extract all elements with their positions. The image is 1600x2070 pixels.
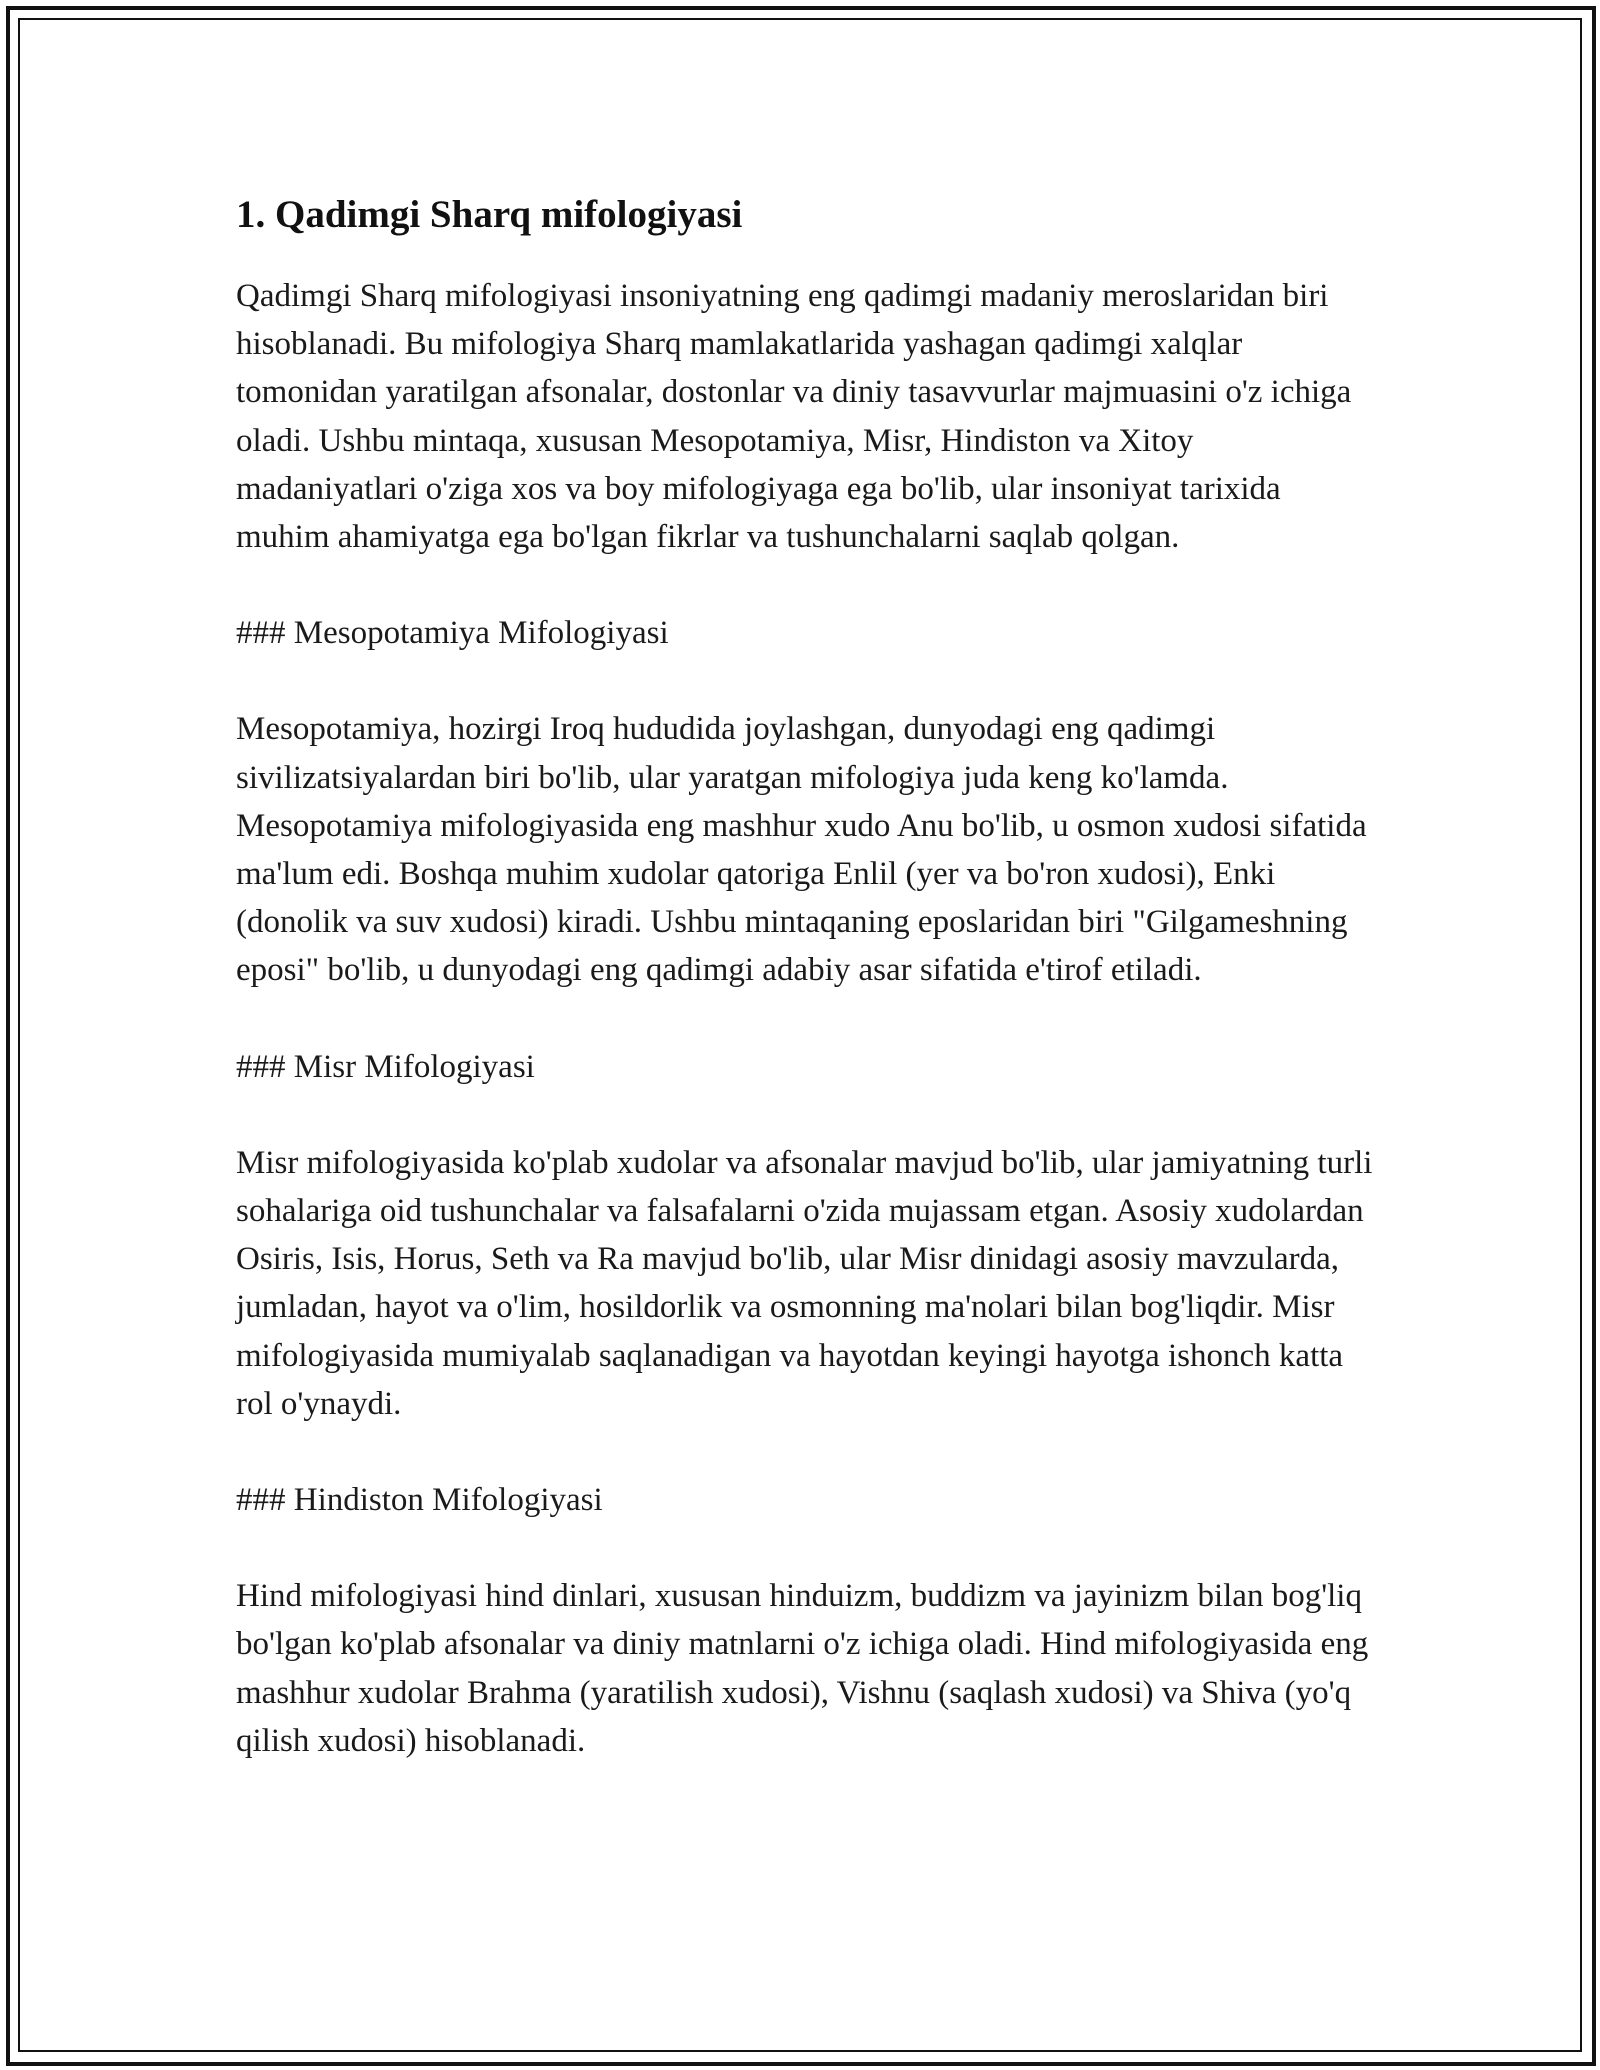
section-heading-misr: ### Misr Mifologiyasi <box>236 1048 535 1085</box>
section-text-mesopotamiya: Mesopotamiya, hozirgi Iroq hududida joylashgan, dunyodagi eng qadimgi sivilizatsiyalardan biri bo'lib, ular yaratgan mifologiya juda keng ko'lamda. Mesopotamiya mifologiyasida eng mashhur xudo Anu bo'lib, u osmon xudosi sifatida ma'lum edi. Boshqa muhim xudolar qatoriga Enlil (yer va bo'ron xudosi), Enki (donolik va suv xudosi) kiradi. Ushbu mintaqaning eposlaridan biri "Gilgameshning eposi" bo'lib, u dunyodagi eng qadimgi adabiy asar sifatida e'tirof etiladi. <box>236 711 1367 989</box>
section-text-hindiston: Hind mifologiyasi hind dinlari, xususan hinduizm, buddizm va jayinizm bilan bog'liq bo'lgan ko'plab afsonalar va diniy matnlarni o'z ichiga oladi. Hind mifologiyasida eng mashhur xudolar Brahma (yaratilish xudosi), Vishnu (saqlash xudosi) va Shiva (yo'q qilish xudosi) hisoblanadi. <box>236 1578 1369 1759</box>
page-title: 1. Qadimgi Sharq mifologiyasi <box>236 193 743 236</box>
section-text-misr: Misr mifologiyasida ko'plab xudolar va afsonalar mavjud bo'lib, ular jamiyatning turli sohalariga oid tushunchalar va falsafalarni o'zida mujassam etgan. Asosiy xudolardan Osiris, Isis, Horus, Seth va Ra mavjud bo'lib, ular Misr dinidagi asosiy mavzularda, jumladan, hayot va o'lim, hosildorlik va osmonning ma'nolari bilan bog'liqdir. Misr mifologiyasida mumiyalab saqlanadigan va hayotdan keyingi hayotga ishonch katta rol o'ynaydi. <box>236 1144 1373 1422</box>
section-heading-mesopotamiya: ### Mesopotamiya Mifologiyasi <box>236 615 669 652</box>
section-heading-hindiston: ### Hindiston Mifologiyasi <box>236 1482 603 1519</box>
intro-paragraph: Qadimgi Sharq mifologiyasi insoniyatning eng qadimgi madaniy meroslaridan biri hisoblanadi. Bu mifologiya Sharq mamlakatlarida yashagan qadimgi xalqlar tomonidan yaratilgan afsonalar, dostonlar va diniy tasavvurlar majmuasini o'z ichiga oladi. Ushbu mintaqa, xususan Mesopotamiya, Misr, Hindiston va Xitoy madaniyatlari o'ziga xos va boy mifologiyaga ega bo'lib, ular insoniyat tarixida muhim ahamiyatga ega bo'lgan fikrlar va tushunchalarni saqlab qolgan. <box>236 278 1352 556</box>
document-body <box>236 188 1376 1765</box>
